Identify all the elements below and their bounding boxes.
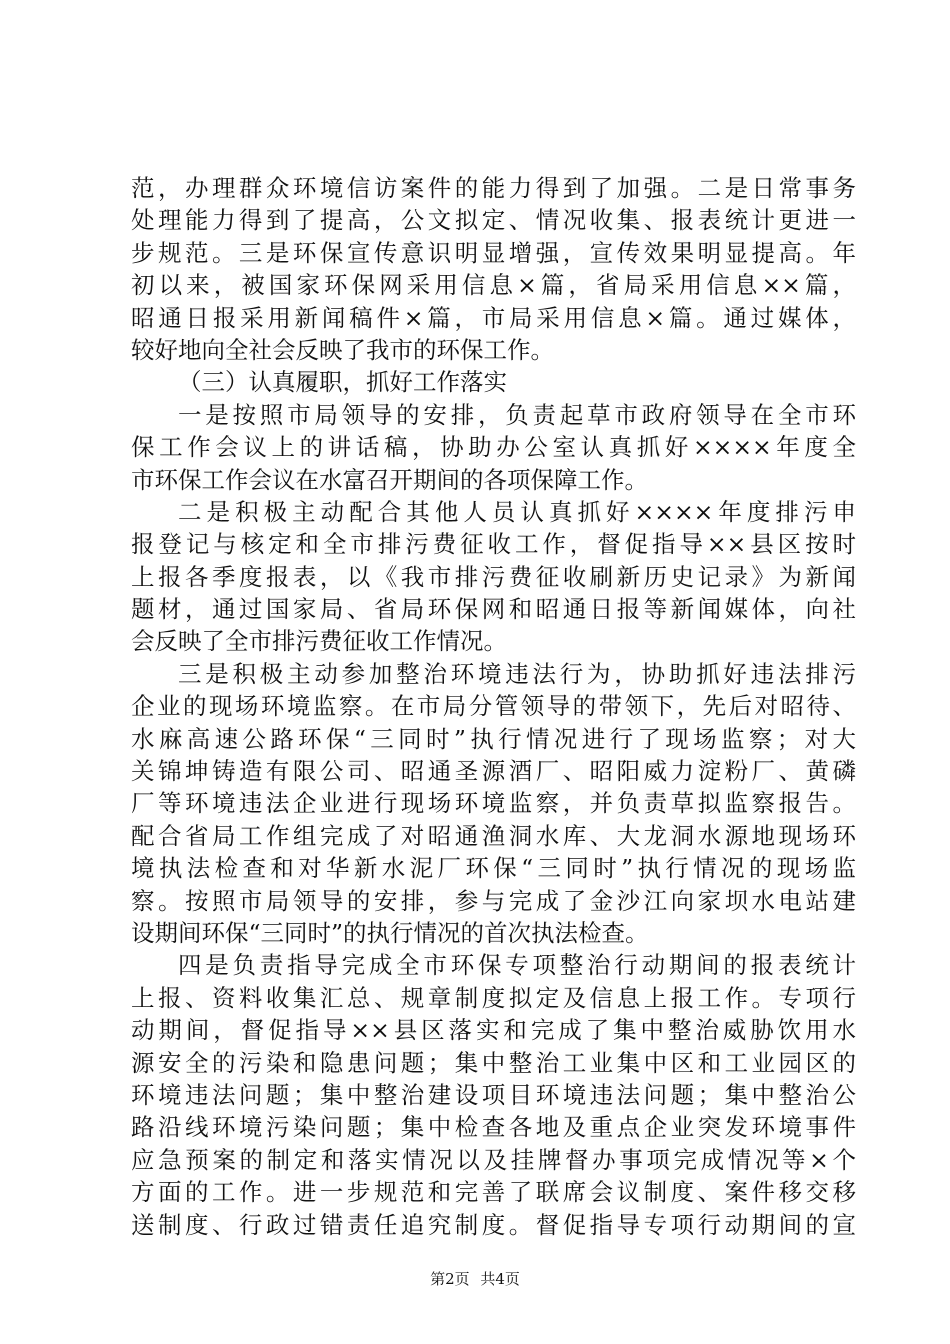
text-line: 初以来，被国家环保网采用信息×篇，省局采用信息××篇， <box>131 271 856 300</box>
text-line: 步规范。三是环保宣传意识明显增强，宣传效果明显提高。年 <box>131 238 856 267</box>
text-line: 上报、资料收集汇总、规章制度拟定及信息上报工作。专项行 <box>131 983 856 1012</box>
text-line: （三）认真履职，抓好工作落实 <box>178 368 507 397</box>
text-line: 设期间环保“三同时”的执行情况的首次执法检查。 <box>131 918 649 947</box>
text-line: 一是按照市局领导的安排，负责起草市政府领导在全市环 <box>178 400 856 429</box>
text-line: 会反映了全市排污费征收工作情况。 <box>131 627 507 656</box>
page-number: 第2页 <box>430 1270 470 1288</box>
text-line: 报登记与核定和全市排污费征收工作，督促指导××县区按时 <box>131 530 856 559</box>
paragraph <box>131 949 856 1241</box>
text-line: 题材，通过国家局、省局环保网和昭通日报等新闻媒体，向社 <box>131 595 856 624</box>
text-line: 三是积极主动参加整治环境违法行为，协助抓好违法排污 <box>178 659 856 688</box>
paragraph <box>131 172 856 366</box>
document-body <box>131 172 856 1241</box>
text-line: 境执法检查和对华新水泥厂环保“三同时”执行情况的现场监 <box>131 854 856 883</box>
text-line: 关锦坤铸造有限公司、昭通圣源酒厂、昭阳威力淀粉厂、黄磷 <box>131 757 856 786</box>
text-line: 昭通日报采用新闻稿件×篇，市局采用信息×篇。通过媒体， <box>131 303 856 332</box>
text-line: 保工作会议上的讲话稿，协助办公室认真抓好××××年度全 <box>131 433 856 462</box>
text-line: 二是积极主动配合其他人员认真抓好××××年度排污申 <box>178 497 856 526</box>
text-line: 水麻高速公路环保“三同时”执行情况进行了现场监察；对大 <box>131 724 856 753</box>
text-line: 处理能力得到了提高，公文拟定、情况收集、报表统计更进一 <box>131 206 856 235</box>
text-line: 厂等环境违法企业进行现场环境监察，并负责草拟监察报告。 <box>131 789 856 818</box>
page-total: 共4页 <box>480 1270 520 1288</box>
text-line: 源安全的污染和隐患问题；集中整治工业集中区和工业园区的 <box>131 1048 856 1077</box>
paragraph <box>131 399 856 496</box>
text-line: 四是负责指导完成全市环保专项整治行动期间的报表统计 <box>178 951 856 980</box>
text-line: 方面的工作。进一步规范和完善了联席会议制度、案件移交移 <box>131 1178 856 1207</box>
text-line: 路沿线环境污染问题；集中检查各地及重点企业突发环境事件 <box>131 1113 856 1142</box>
text-line: 送制度、行政过错责任追究制度。督促指导专项行动期间的宣 <box>131 1210 856 1239</box>
text-line: 企业的现场环境监察。在市局分管领导的带领下，先后对昭待、 <box>131 692 856 721</box>
text-line: 配合省局工作组完成了对昭通渔洞水库、大龙洞水源地现场环 <box>131 821 856 850</box>
text-line: 上报各季度报表，以《我市排污费征收刷新历史记录》为新闻 <box>131 562 856 591</box>
text-line: 动期间，督促指导××县区落实和完成了集中整治威胁饮用水 <box>131 1016 856 1045</box>
text-line: 环境违法问题；集中整治建设项目环境违法问题；集中整治公 <box>131 1080 856 1109</box>
paragraph <box>131 658 856 950</box>
paragraph <box>131 366 856 398</box>
text-line: 市环保工作会议在水富召开期间的各项保障工作。 <box>131 465 648 494</box>
text-line: 察。按照市局领导的安排，参与完成了金沙江向家坝水电站建 <box>131 886 856 915</box>
text-line: 较好地向全社会反映了我市的环保工作。 <box>131 335 554 364</box>
text-line: 应急预案的制定和落实情况以及挂牌督办事项完成情况等×个 <box>131 1145 856 1174</box>
text-line: 范，办理群众环境信访案件的能力得到了加强。二是日常事务 <box>131 174 856 202</box>
paragraph <box>131 496 856 658</box>
page-footer <box>0 1270 950 1288</box>
